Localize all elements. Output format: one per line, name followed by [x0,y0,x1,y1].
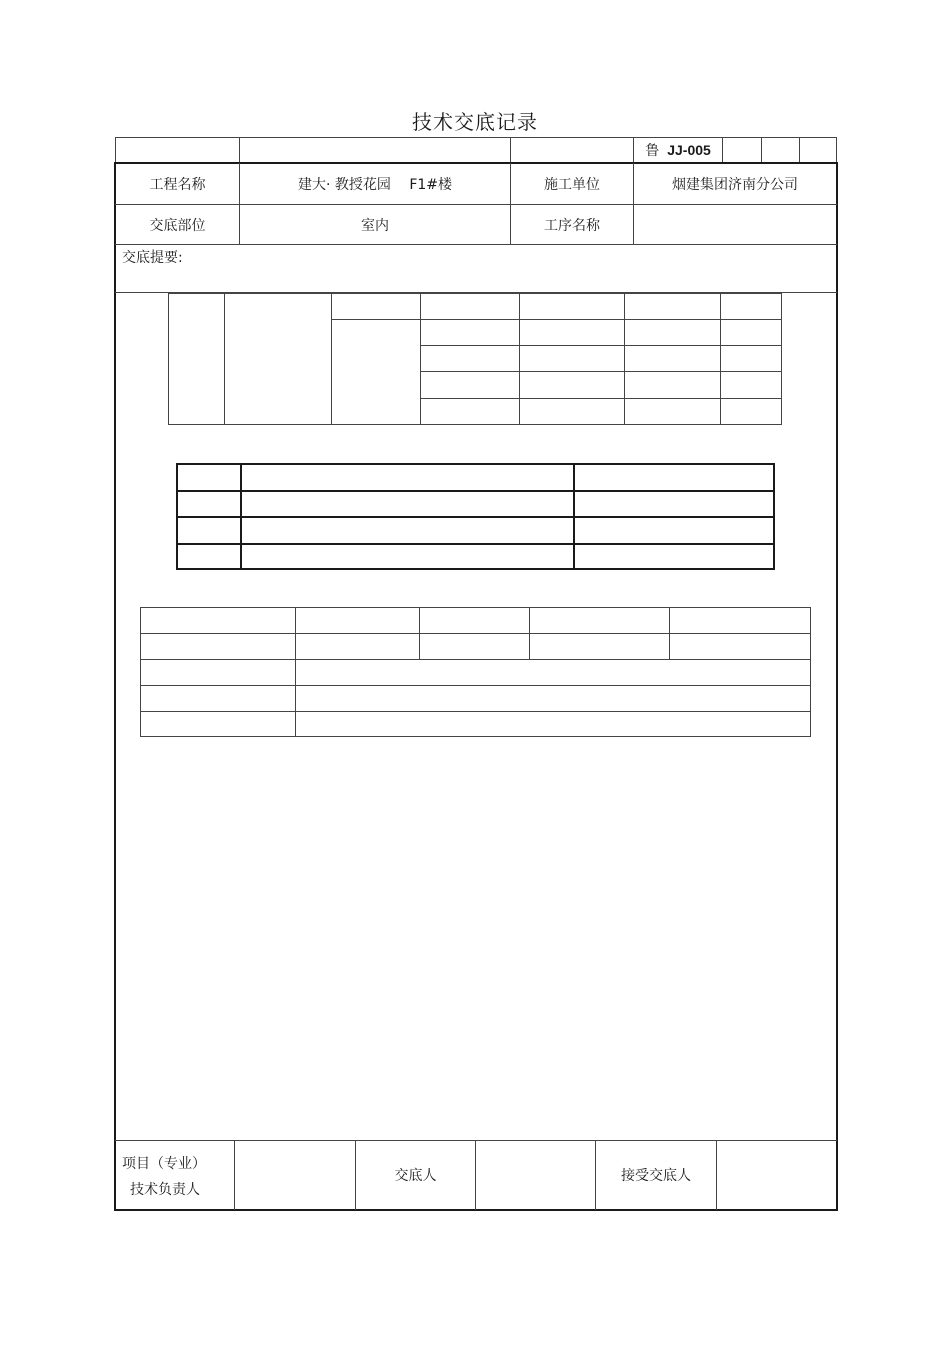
table2-line [176,490,775,492]
tech-lead-label [116,1151,234,1203]
table3-line [140,633,811,634]
location-value: 室内 [361,217,389,234]
header-divider [510,137,511,163]
table1-line [519,293,520,425]
table1-line [168,293,169,425]
header-top-line [115,137,837,138]
table1-line [168,293,782,294]
table2-line [573,463,575,570]
table3-line [140,659,811,660]
table2-line [176,516,775,518]
table1-line [168,424,782,425]
document-title: 技术交底记录 [412,110,538,134]
table2-line [240,463,242,570]
tech-lead-label-line2: 技术负责人 [130,1182,200,1198]
header-divider [799,137,800,163]
header-divider [722,137,723,163]
table3-line [140,711,811,712]
record-code-value: JJ-005 [667,142,711,158]
table2-line [176,543,775,545]
table1-line [331,293,332,425]
table3-line [669,607,670,660]
frame-right-line [836,162,838,1211]
process-value [634,205,836,244]
tech-lead-label-line1: 项目（专业） [122,1156,206,1172]
record-code [634,137,722,163]
header-left-line [115,137,116,163]
table1-line [421,345,782,346]
table3-line [140,607,141,737]
table1-line [332,319,782,320]
table3-line [295,607,296,737]
table3-line [810,607,811,737]
presenter-signature-field[interactable] [476,1141,595,1209]
table3-line [140,685,811,686]
table1-line [421,398,782,399]
frame-bottom-line [114,1209,838,1211]
location-label: 交底部位 [149,217,206,234]
table1-line [420,293,421,425]
info-row-line [115,244,837,245]
frame-left-line [114,162,116,1211]
receiver-label: 接受交底人 [621,1168,691,1184]
process-label: 工序名称 [544,217,600,234]
table2-line [773,463,775,570]
table2-line [176,463,178,570]
receiver-signature-field[interactable] [717,1141,836,1209]
project-name-label: 工程名称 [149,177,206,193]
table3-line [140,607,811,608]
table1-line [421,371,782,372]
table3-line [419,607,420,660]
table1-line [624,293,625,425]
table1-line [781,293,782,425]
presenter-label: 交底人 [394,1168,437,1184]
header-divider [761,137,762,163]
header-right-line [836,137,837,163]
table2-line [176,568,775,570]
contractor-value: 烟建集团济南分公司 [672,177,798,193]
project-name-value: 建大· 教授花园 F1#楼 [297,177,453,193]
table3-line [140,736,811,737]
tech-lead-signature-field[interactable] [235,1141,355,1209]
summary-label: 交底提要: [122,250,183,266]
header-divider [239,137,240,163]
table1-line [720,293,721,425]
contractor-label: 施工单位 [544,177,600,193]
table2-line [176,463,775,465]
table3-line [529,607,530,660]
record-code-prefix: 鲁 [645,143,660,159]
table1-line [224,293,225,425]
